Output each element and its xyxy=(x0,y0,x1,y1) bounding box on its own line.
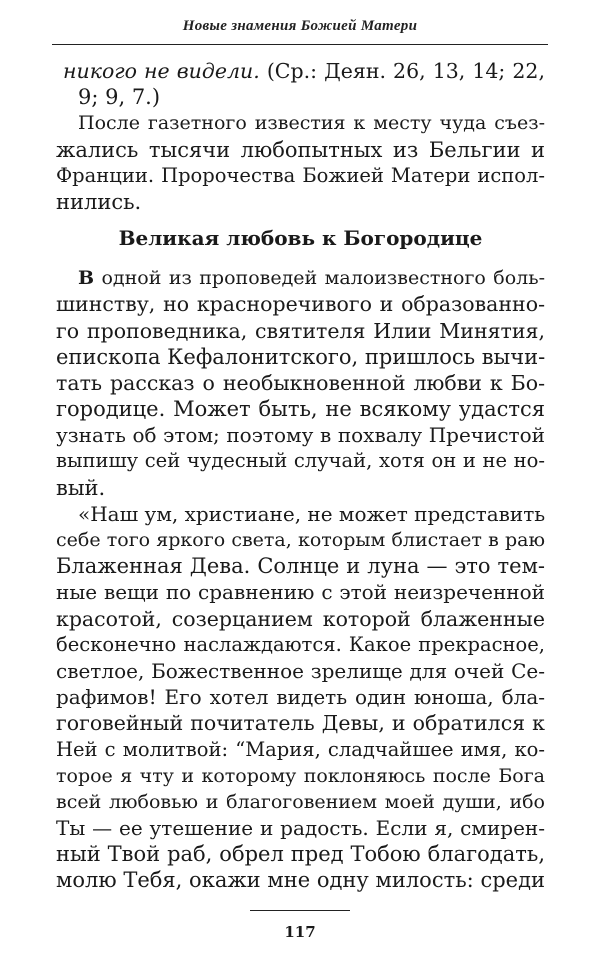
text-line: городице. Может быть, не всякому удастся xyxy=(56,397,545,422)
text-line: Блаженная Дева. Солнце и луна — это тем- xyxy=(56,554,545,579)
text-line: молю Тебя, окажи мне одну милость: среди xyxy=(56,868,545,893)
page-number: 117 xyxy=(284,923,316,941)
text-line: светлое, Божественное зрелище для очей Се- xyxy=(56,658,545,683)
text-line: никого не видели. (Ср.: Деян. 26, 13, 14; 22, xyxy=(63,59,545,83)
text-line: Франции. Пророчества Божией Матери испол- xyxy=(56,163,545,187)
text-line: жались тысячи любопытных из Бельгии и xyxy=(56,137,545,162)
text-line: тать рассказ о необыкновенной любви к Бо- xyxy=(56,370,545,395)
text-line: всей любовью и благоговением моей души, ибо xyxy=(56,790,545,813)
text-line: бесконечно наслаждаются. Какое прекрасное, xyxy=(56,632,545,656)
text-line: нились. xyxy=(56,189,142,214)
section-heading: Великая любовь к Богородице xyxy=(118,226,483,251)
text-line: себе того яркого света, которым блистает в раю xyxy=(56,529,545,551)
text-line: торое я чту и которому поклоняюсь после Бога xyxy=(56,764,545,787)
text-line: го проповедника, святителя Илии Минятия, xyxy=(56,318,545,343)
text-line: выпишу сей чудесный случай, хотя он и не но- xyxy=(56,449,545,473)
footer-rule xyxy=(250,910,350,911)
text-line: епископа Кефалонитского, пришлось вычи- xyxy=(56,344,545,369)
text-line: вый. xyxy=(56,475,106,500)
text-line: красотой, созерцанием которой блаженные xyxy=(56,606,545,631)
text-line: шинству, но красноречивого и образованно- xyxy=(56,292,545,317)
text-line: ные вещи по сравнению с этой неизреченной xyxy=(56,580,545,605)
text-line: Ты — ее утешение и радость. Если я, смирен- xyxy=(56,816,545,841)
initial-letter: В xyxy=(78,267,95,290)
text-line: После газетного известия к месту чуда съез- xyxy=(78,112,545,135)
italic-quote: никого не видели. xyxy=(63,59,260,83)
text-line: Ней с молитвой: “Мария, сладчайшее имя, ко- xyxy=(56,737,545,761)
header-rule xyxy=(52,44,548,45)
text-line: ный Твой раб, обрел пред Тобою благодать, xyxy=(56,842,545,867)
text-line: узнать об этом; поэтому в похвалу Пречистой xyxy=(56,423,545,448)
text-line: «Наш ум, христиане, не может представить xyxy=(78,501,545,526)
text-line: 9; 9, 7.) xyxy=(78,85,161,110)
text-line: В одной из проповедей малоизвестного боль- xyxy=(78,267,545,290)
body-text xyxy=(56,58,545,894)
text-line: рафимов! Его хотел видеть один юноша, бла- xyxy=(56,685,545,710)
text-line: гоговейный почитатель Девы, и обратился к xyxy=(56,711,545,736)
running-head: Новые знамения Божией Матери xyxy=(182,18,418,34)
